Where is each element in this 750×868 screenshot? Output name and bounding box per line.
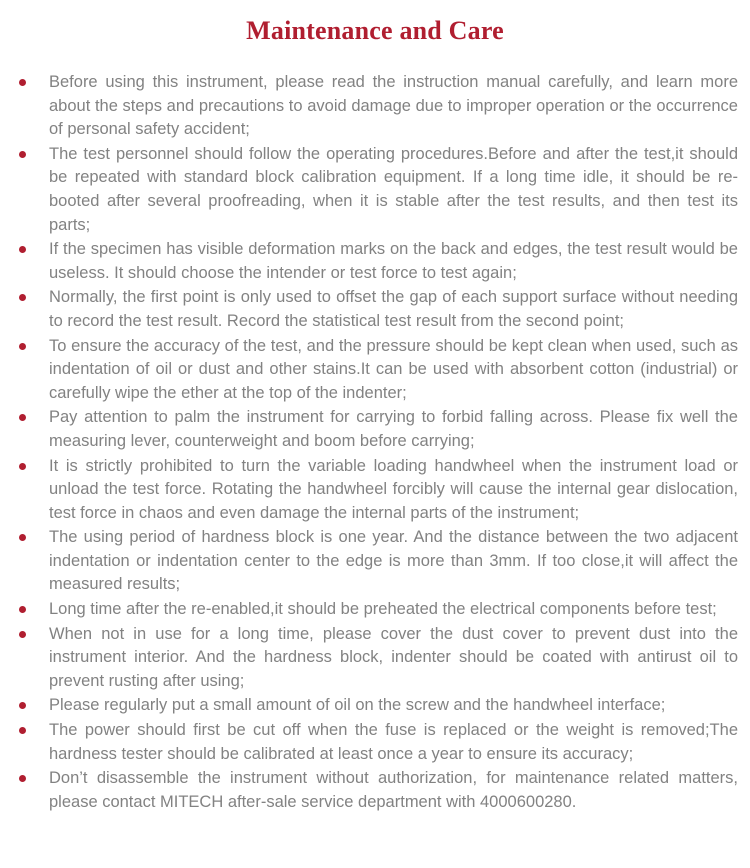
list-item-text: The power should first be cut off when the fuse is replaced or the weight is removed;The hardness tester should be calibrated at least once a year to ensure its accuracy; xyxy=(49,721,738,763)
list-item xyxy=(0,455,750,526)
bullet-icon xyxy=(19,414,26,421)
list-item-text: The using period of hardness block is one year. And the distance between the two adjacent indentation or indentation center to the edge is more than 3mm. If too close,it will affect the measured results; xyxy=(49,528,738,594)
bullet-icon xyxy=(19,246,26,253)
list-item-text: Before using this instrument, please read the instruction manual carefully, and learn more about the steps and precautions to avoid damage due to improper operation or the occurrence of personal safety accident; xyxy=(49,73,738,139)
bullet-icon xyxy=(19,534,26,541)
bullet-icon xyxy=(19,79,26,86)
list-item xyxy=(0,526,750,597)
list-item-text: The test personnel should follow the operating procedures.Before and after the test,it should be repeated with standard block calibration equipment. If a long time idle, it should be re-booted after several proofreading, when it is stable after the test results, and then test its parts; xyxy=(49,144,738,234)
bullet-icon xyxy=(19,775,26,782)
list-item-text: Pay attention to palm the instrument for carrying to forbid falling across. Please fix well the measuring lever, counterweight and boom before carrying; xyxy=(49,408,738,450)
list-item xyxy=(0,767,750,814)
list-item-text: It is strictly prohibited to turn the variable loading handwheel when the instrument load or unload the test force. Rotating the handwheel forcibly will cause the internal gear dislocation, test force in chaos and even damage the internal parts of the instrument; xyxy=(49,456,738,522)
list-item xyxy=(0,719,750,766)
list-item-text: Please regularly put a small amount of oil on the screw and the handwheel interface; xyxy=(49,696,666,715)
list-item xyxy=(0,71,750,142)
list-item xyxy=(0,143,750,237)
bullet-icon xyxy=(19,343,26,350)
list-item-text: Don’t disassemble the instrument without authorization, for maintenance related matters, please contact MITECH after-sale service department with 4000600280. xyxy=(49,769,738,811)
bullet-icon xyxy=(19,606,26,613)
list-item xyxy=(0,694,750,718)
list-item-text: When not in use for a long time, please cover the dust cover to prevent dust into the instrument interior. And the hardness block, indenter should be coated with antirust oil to prevent rusting after using; xyxy=(49,624,738,690)
bullet-icon xyxy=(19,727,26,734)
list-item xyxy=(0,406,750,453)
list-item xyxy=(0,286,750,333)
list-item xyxy=(0,623,750,694)
list-item xyxy=(0,598,750,622)
list-item-text: Normally, the first point is only used to offset the gap of each support surface without needing to record the test result. Record the statistical test result from the second point; xyxy=(49,288,738,330)
bullet-icon xyxy=(19,463,26,470)
list-item xyxy=(0,335,750,406)
list-item-text: Long time after the re-enabled,it should be preheated the electrical components before test; xyxy=(49,600,717,619)
bullet-icon xyxy=(19,151,26,158)
list-item xyxy=(0,238,750,285)
list-item-text: To ensure the accuracy of the test, and the pressure should be kept clean when used, such as indentation of oil or dust and other stains.It can be used with absorbent cotton (industrial) or carefully wipe the ether at the top of the indenter; xyxy=(49,336,738,402)
bullet-icon xyxy=(19,631,26,638)
bullet-icon xyxy=(19,702,26,709)
list-item-text: If the specimen has visible deformation marks on the back and edges, the test result would be useless. It should choose the intender or test force to test again; xyxy=(49,240,738,282)
maintenance-list xyxy=(0,71,750,814)
bullet-icon xyxy=(19,294,26,301)
page-title: Maintenance and Care xyxy=(246,16,504,45)
